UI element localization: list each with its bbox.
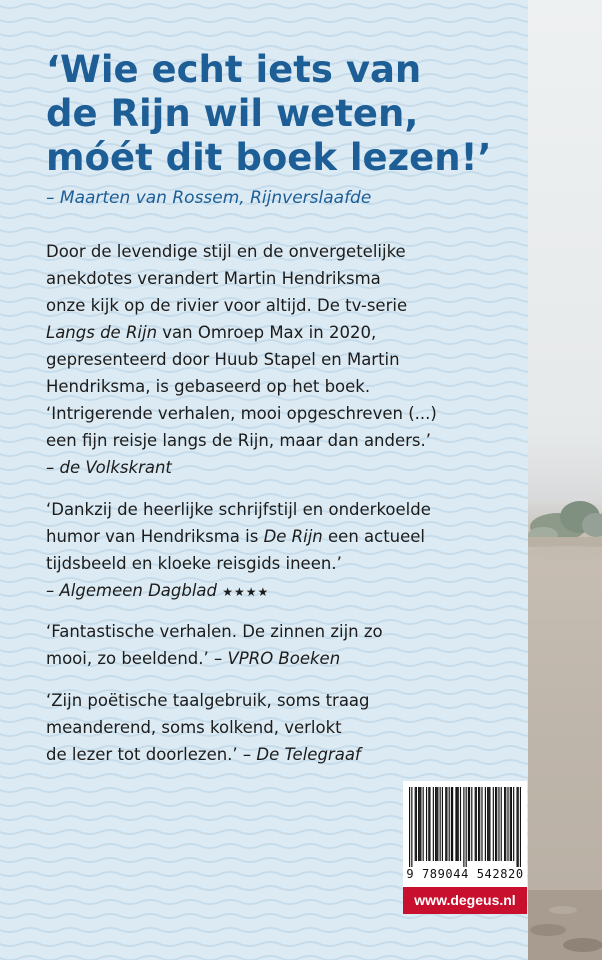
review-source-name: – De Telegraaf bbox=[242, 745, 361, 764]
synopsis-line: gepresenteerd door Huub Stapel en Martin bbox=[46, 350, 400, 369]
barcode-bar bbox=[418, 787, 419, 861]
barcode-bar bbox=[458, 787, 459, 861]
review-source-name: – Algemeen Dagblad bbox=[46, 581, 218, 600]
wave-line bbox=[0, 32, 528, 36]
barcode-bar bbox=[493, 787, 494, 861]
barcode-bar bbox=[409, 787, 410, 867]
barcode-bar bbox=[481, 787, 482, 861]
barcode-bar bbox=[455, 787, 456, 861]
riverbank-graphic bbox=[528, 860, 602, 960]
review-line-part: mooi, zo beeldend.’ bbox=[46, 649, 214, 668]
synopsis-line-rest: van Omroep Max in 2020, bbox=[157, 323, 377, 342]
synopsis-line: Door de levendige stijl en de onvergetelijke bbox=[46, 242, 406, 261]
review-line: ‘Intrigerende verhalen, mooi opgeschreven (...) bbox=[46, 404, 437, 423]
barcode-bar bbox=[507, 787, 508, 861]
barcode-bar bbox=[420, 787, 421, 861]
barcode-bar bbox=[498, 787, 499, 861]
barcode-bar bbox=[463, 787, 464, 867]
headline-quote-line: móét dit boek lezen!’ bbox=[46, 136, 492, 179]
barcode-bar bbox=[452, 787, 453, 861]
review-source-name: – VPRO Boeken bbox=[214, 649, 341, 668]
barcode-bar bbox=[416, 787, 417, 861]
review-line: ‘Zijn poëtische taalgebruik, soms traag bbox=[46, 691, 370, 710]
publisher-url-badge bbox=[403, 887, 527, 914]
review-line bbox=[46, 523, 521, 550]
barcode-bar bbox=[518, 787, 519, 867]
barcode-bar bbox=[501, 787, 502, 861]
review-line: ‘Fantastische verhalen. De zinnen zijn zo bbox=[46, 622, 383, 641]
barcode-bar bbox=[513, 787, 514, 861]
barcode-bar bbox=[485, 787, 486, 861]
barcode-bar bbox=[451, 787, 452, 861]
wave-line bbox=[0, 228, 528, 232]
barcode-bar bbox=[496, 787, 497, 861]
review-volkskrant bbox=[46, 400, 521, 481]
barcode-bar bbox=[478, 787, 479, 861]
wave-line bbox=[0, 18, 528, 22]
wave-line bbox=[0, 914, 528, 918]
synopsis-line bbox=[46, 319, 521, 346]
wave-line bbox=[0, 928, 528, 932]
barcode-bar bbox=[442, 787, 443, 861]
barcode-bar bbox=[510, 787, 511, 861]
review-line-part: een actueel bbox=[322, 527, 426, 546]
isbn-barcode bbox=[403, 781, 527, 887]
barcode-bar bbox=[426, 787, 427, 861]
headline-quote-line: ‘Wie echt iets van bbox=[46, 48, 422, 91]
review-line-part: humor van Hendriksma is bbox=[46, 527, 264, 546]
barcode-bar bbox=[471, 787, 472, 861]
wave-line bbox=[0, 606, 528, 610]
barcode-bar bbox=[411, 787, 412, 867]
barcode-bar bbox=[433, 787, 434, 861]
review-line: tijdsbeeld en kloeke reisgids ineen.’ bbox=[46, 554, 342, 573]
review-line: een fijn reisje langs de Rijn, maar dan anders.’ bbox=[46, 431, 432, 450]
barcode-bar bbox=[457, 787, 458, 861]
barcode-bar bbox=[476, 787, 477, 861]
tv-series-title: Langs de Rijn bbox=[46, 323, 158, 342]
wave-line bbox=[0, 4, 528, 8]
barcode-bar bbox=[460, 787, 461, 861]
barcode-bar bbox=[488, 787, 489, 861]
review-line: meanderend, soms kolkend, verlokt bbox=[46, 718, 342, 737]
isbn-number: 9 789044 542820 bbox=[406, 867, 524, 881]
review-source bbox=[46, 577, 521, 606]
barcode-bar bbox=[445, 787, 446, 861]
barcode-bar bbox=[466, 787, 467, 867]
headline-quote bbox=[46, 48, 516, 180]
barcode-bar bbox=[446, 787, 447, 861]
barcode-bars bbox=[409, 787, 521, 867]
synopsis-line: anekdotes verandert Martin Hendriksma bbox=[46, 269, 381, 288]
review-line: ‘Dankzij de heerlijke schrijfstijl en onderkoelde bbox=[46, 500, 431, 519]
barcode-bar bbox=[495, 787, 496, 861]
barcode-bar bbox=[468, 787, 469, 861]
wave-line bbox=[0, 774, 528, 778]
review-line bbox=[46, 741, 521, 768]
synopsis-line: Hendriksma, is gebaseerd op het boek. bbox=[46, 377, 371, 396]
review-source bbox=[46, 454, 521, 481]
synopsis-paragraph bbox=[46, 238, 521, 400]
star-rating: ★★★★ bbox=[222, 585, 270, 599]
barcode-bar bbox=[520, 787, 521, 867]
review-line-part: de lezer tot doorlezen.’ bbox=[46, 745, 243, 764]
barcode-bar bbox=[437, 787, 438, 861]
barcode-bar bbox=[511, 787, 512, 861]
wave-line bbox=[0, 956, 528, 960]
wave-line bbox=[0, 676, 528, 680]
review-source-name: – de Volkskrant bbox=[46, 458, 172, 477]
cover-photo-strip bbox=[528, 0, 602, 960]
review-telegraaf bbox=[46, 687, 521, 768]
barcode-bar bbox=[415, 787, 416, 861]
barcode-bar bbox=[504, 787, 505, 861]
review-vpro-boeken bbox=[46, 618, 521, 672]
barcode-bar bbox=[428, 787, 429, 861]
tree-line-graphic bbox=[528, 485, 602, 560]
barcode-bar bbox=[440, 787, 441, 861]
barcode-bar bbox=[489, 787, 490, 861]
barcode-bar bbox=[469, 787, 470, 861]
barcode-bar bbox=[487, 787, 488, 861]
wave-line bbox=[0, 214, 528, 218]
review-algemeen-dagblad bbox=[46, 496, 521, 606]
synopsis-line: onze kijk op de rivier voor altijd. De tv-serie bbox=[46, 296, 408, 315]
barcode-bar bbox=[475, 787, 476, 861]
barcode-bar bbox=[479, 787, 480, 861]
headline-quote-attribution: – Maarten van Rossem, Rijnverslaafde bbox=[46, 188, 372, 208]
barcode-bar bbox=[429, 787, 430, 861]
publisher-url: www.degeus.nl bbox=[414, 892, 516, 908]
barcode-bar bbox=[505, 787, 506, 861]
book-title: De Rijn bbox=[263, 527, 323, 546]
barcode-bar bbox=[516, 787, 517, 867]
barcode-bar bbox=[436, 787, 437, 861]
headline-quote-line: de Rijn wil weten, bbox=[46, 92, 419, 135]
barcode-bar bbox=[423, 787, 424, 861]
barcode-bar bbox=[419, 787, 420, 861]
wave-line bbox=[0, 942, 528, 946]
review-line bbox=[46, 645, 521, 672]
barcode-bar bbox=[449, 787, 450, 861]
barcode-bar bbox=[435, 787, 436, 861]
